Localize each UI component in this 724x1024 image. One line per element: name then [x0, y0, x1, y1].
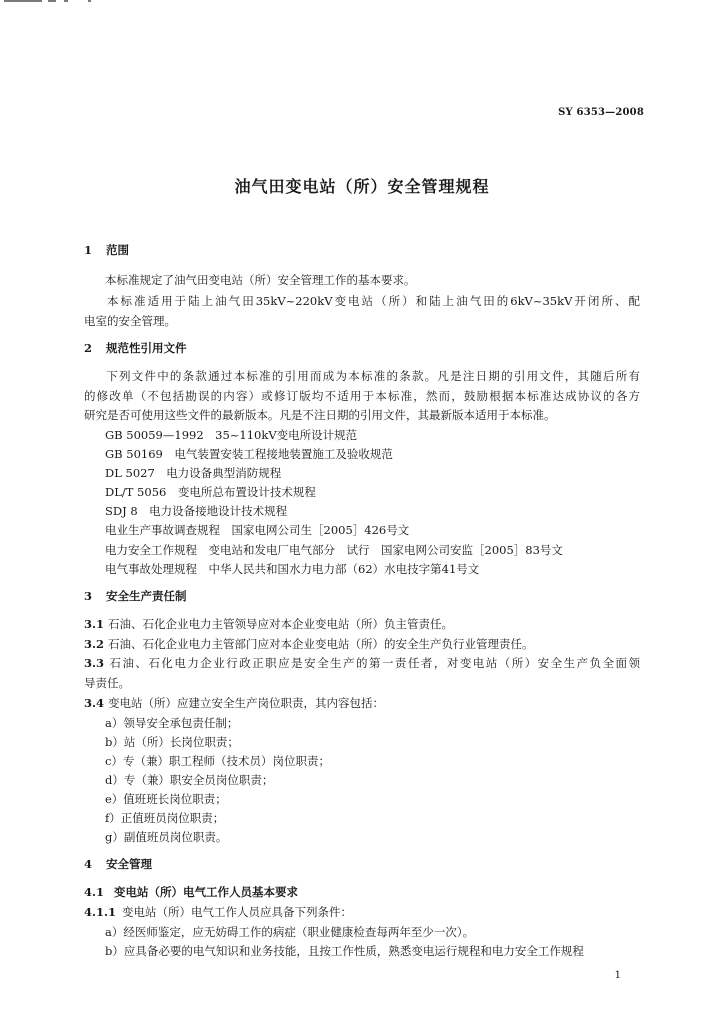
clause-3-2	[84, 637, 534, 651]
section-3-heading	[84, 589, 187, 603]
scan-artifact	[4, 0, 124, 3]
document-title: 油气田变电站（所）安全管理规程	[234, 177, 490, 196]
standard-number: SY 6353—2008	[558, 107, 644, 118]
list-item: g）副值班员岗位职责。	[105, 830, 228, 844]
paragraph-line: 导责任。	[84, 676, 130, 690]
clause-number: 3.2	[84, 637, 105, 651]
section-title: 安全管理	[106, 857, 153, 871]
clause-title: 变电站（所）电气工作人员基本要求	[114, 885, 298, 899]
list-item: b）应具备必要的电气知识和业务技能，且按工作性质，熟悉变电运行规程和电力安全工作规程	[105, 944, 584, 958]
paragraph-line: 电室的安全管理。	[84, 314, 176, 328]
clause-text: 石油、石化企业电力主管部门应对本企业变电站（所）的安全生产负行业管理责任。	[108, 637, 534, 651]
list-item: b）站（所）长岗位职责；	[105, 735, 239, 749]
list-item: f）正值班员岗位职责；	[105, 811, 225, 825]
section-title: 安全生产责任制	[106, 589, 187, 603]
clause-number: 3.3	[84, 656, 105, 670]
reference-item: DL/T 5056 变电所总布置设计技术规程	[105, 485, 316, 499]
section-1-heading	[84, 243, 129, 257]
section-title: 规范性引用文件	[106, 341, 187, 355]
list-item: d）专（兼）职安全员岗位职责；	[105, 773, 274, 787]
paragraph-text: 下列文件中的条款通过本标准的引用而成为本标准的条款。凡是注日期的引用文件，其随后所有	[105, 369, 640, 383]
reference-item: SDJ 8 电力设备接地设计技术规程	[105, 504, 288, 518]
section-number: 3	[84, 589, 93, 603]
clause-number: 3.1	[84, 617, 105, 631]
reference-item: 电业生产事故调查规程 国家电网公司生［2005］426号文	[105, 523, 410, 537]
reference-item: GB 50059—1992 35~110kV变电所设计规范	[105, 428, 358, 442]
reference-item: 电力安全工作规程 变电站和发电厂电气部分 试行 国家电网公司安监［2005］83号文	[105, 543, 563, 557]
list-item: e）值班班长岗位职责；	[105, 792, 227, 806]
section-number: 1	[84, 243, 93, 257]
clause-text: 变电站（所）应建立安全生产岗位职责，其内容包括：	[108, 696, 384, 710]
paragraph-line	[84, 294, 640, 308]
clause-text: 石油、石化电力企业行政正职应是安全生产的第一责任者，对变电站（所）安全生产负全面领	[108, 656, 640, 670]
paragraph: 本标准规定了油气田变电站（所）安全管理工作的基本要求。	[105, 273, 416, 287]
paragraph-text: 本标准适用于陆上油气田35kV~220kV变电站（所）和陆上油气田的6kV~35kV开闭所、配	[105, 294, 640, 308]
section-2-heading	[84, 341, 187, 355]
section-4-heading	[84, 857, 152, 871]
section-number: 2	[84, 341, 93, 355]
section-title: 范围	[106, 243, 130, 257]
paragraph-line	[84, 369, 640, 383]
clause-text: 石油、石化企业电力主管领导应对本企业变电站（所）负主管责任。	[108, 617, 453, 631]
page-number: 1	[614, 970, 621, 981]
reference-item: DL 5027 电力设备典型消防规程	[105, 466, 282, 480]
paragraph-line: 的修改单（不包括勘误的内容）或修订版均不适用于本标准，然而，鼓励根据本标准达成协议的各方	[84, 389, 640, 403]
clause-3-3	[84, 656, 640, 670]
clause-number: 3.4	[84, 696, 105, 710]
clause-text: 变电站（所）电气工作人员应具备下列条件：	[122, 905, 352, 919]
clause-3-1	[84, 617, 453, 631]
reference-item: GB 50169 电气装置安装工程接地装置施工及验收规范	[105, 447, 393, 461]
clause-4-1	[84, 885, 298, 899]
clause-number: 4.1	[84, 885, 105, 899]
reference-item: 电气事故处理规程 中华人民共和国水力电力部（62）水电技字第41号文	[105, 562, 480, 576]
list-item: a）经医师鉴定，应无妨碍工作的病症（职业健康检查每两年至少一次）。	[105, 925, 475, 939]
list-item: a）领导安全承包责任制；	[105, 716, 239, 730]
list-item: c）专（兼）职工程师（技术员）岗位职责；	[105, 754, 330, 768]
clause-4-1-1	[84, 905, 352, 919]
clause-3-4	[84, 696, 384, 710]
section-number: 4	[84, 857, 93, 871]
paragraph-line: 研究是否可使用这些文件的最新版本。凡是不注日期的引用文件，其最新版本适用于本标准。	[84, 408, 556, 422]
clause-number: 4.1.1	[84, 905, 117, 919]
